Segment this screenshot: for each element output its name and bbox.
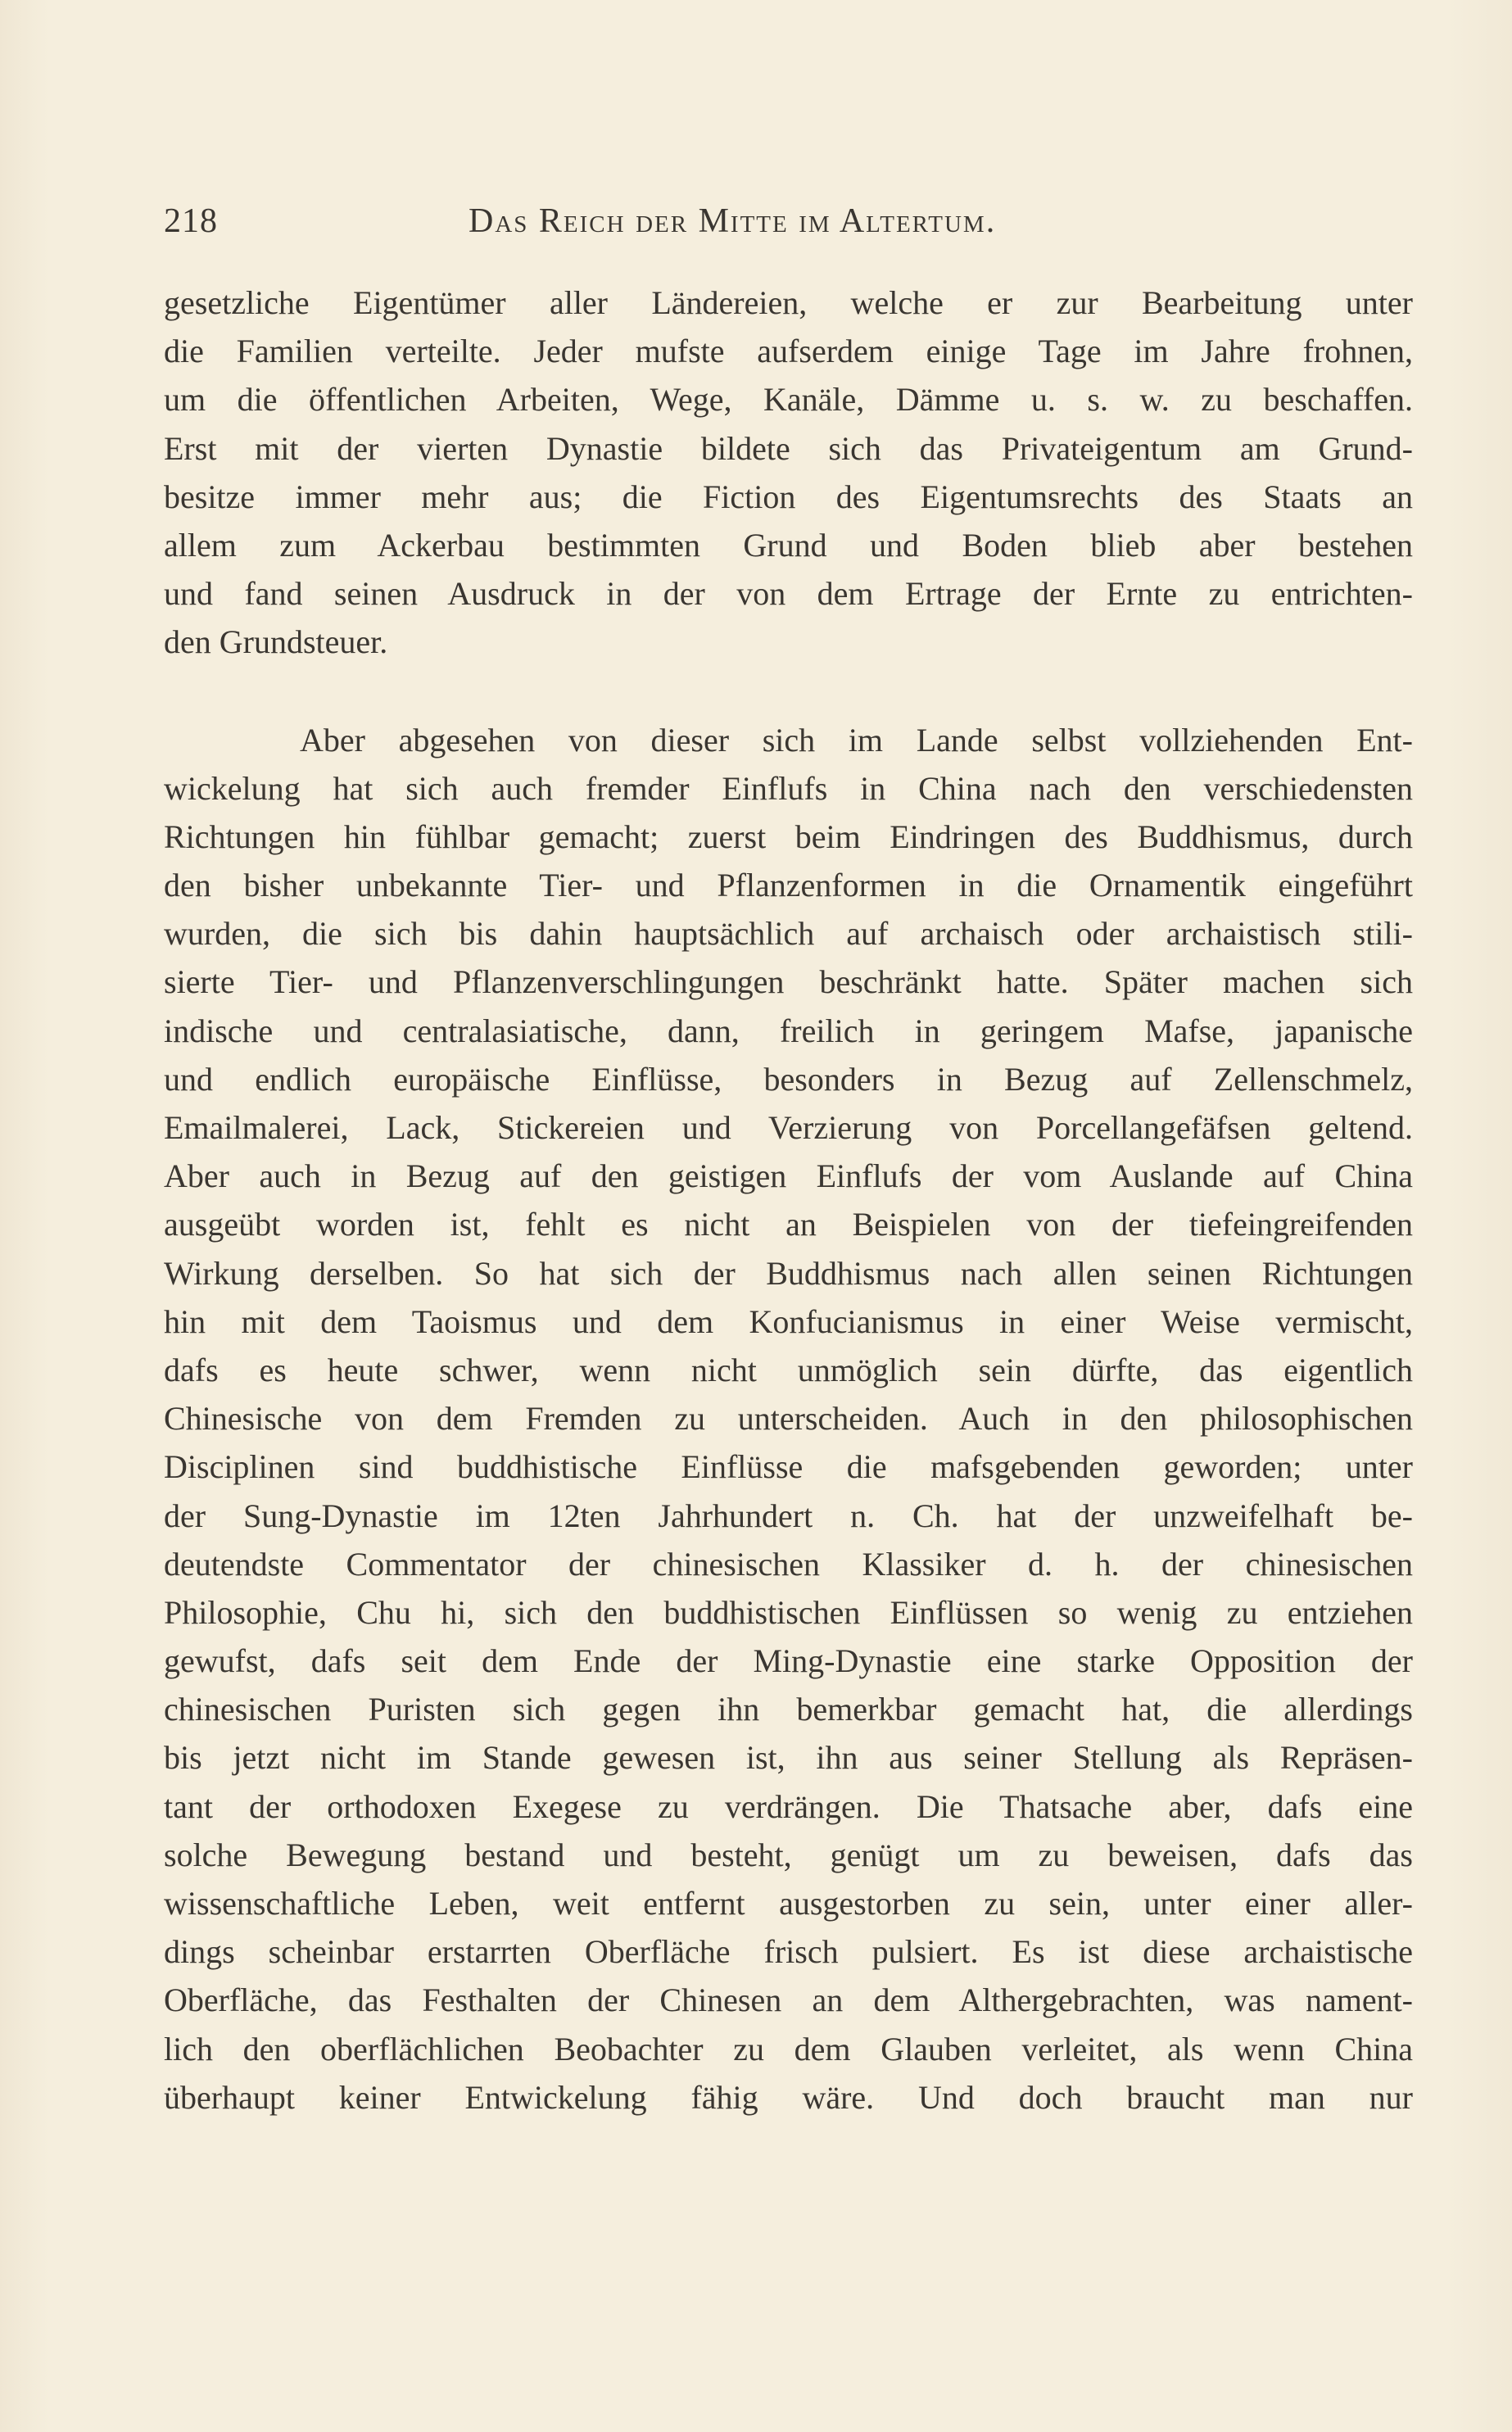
text-line: allem zum Ackerbau bestimmten Grund und Boden blieb aber bestehen: [164, 526, 1413, 564]
text-line: Erst mit der vierten Dynastie bildete sich das Privateigentum am Grund-: [164, 429, 1413, 467]
text-line: gewufst, dafs seit dem Ende der Ming-Dynastie eine starke Opposition der: [164, 1642, 1413, 1680]
text-line: Richtungen hin fühlbar gemacht; zuerst beim Eindringen des Buddhismus, durch: [164, 817, 1413, 855]
text-line: den Grundsteuer.: [164, 623, 388, 661]
text-line: den bisher unbekannte Tier- und Pflanzenformen in die Ornamentik eingeführt: [164, 867, 1413, 904]
text-line: Chinesische von dem Fremden zu unterscheiden. Auch in den philosophischen: [164, 1400, 1413, 1438]
text-line: Disciplinen sind buddhistische Einflüsse die mafsgebenden geworden; unter: [164, 1448, 1413, 1486]
text-line: Emailmalerei, Lack, Stickereien und Verzierung von Porcellangefäfsen geltend.: [164, 1109, 1413, 1146]
text-line: die Familien verteilte. Jeder mufste aufserdem einige Tage im Jahre frohnen,: [164, 333, 1413, 370]
text-line: indische und centralasiatische, dann, freilich in geringem Mafse, japanische: [164, 1012, 1413, 1049]
body-text: [164, 279, 1413, 2122]
text-line: sierte Tier- und Pflanzenverschlingungen beschränkt hatte. Später machen sich: [164, 963, 1413, 1001]
text-line: überhaupt keiner Entwickelung fähig wäre. Und doch braucht man nur: [164, 2078, 1413, 2116]
text-line: Oberfläche, das Festhalten der Chinesen an dem Althergebrachten, was nament-: [164, 1981, 1413, 2019]
text-line: Wirkung derselben. So hat sich der Buddhismus nach allen seinen Richtungen: [164, 1254, 1413, 1292]
paragraph-2: [164, 716, 1413, 2122]
text-line: lich den oberflächlichen Beobachter zu dem Glauben verleitet, als wenn China: [164, 2030, 1413, 2067]
text-line: Aber auch in Bezug auf den geistigen Einflufs der vom Auslande auf China: [164, 1157, 1413, 1195]
text-line: chinesischen Puristen sich gegen ihn bemerkbar gemacht hat, die allerdings: [164, 1691, 1413, 1728]
page-header: [164, 197, 1409, 246]
text-line: der Sung-Dynastie im 12ten Jahrhundert n. Ch. hat der unzweifelhaft be-: [164, 1497, 1413, 1534]
text-line: Aber abgesehen von dieser sich im Lande selbst vollziehenden Ent-: [300, 721, 1413, 759]
text-line: solche Bewegung bestand und besteht, genügt um zu beweisen, dafs das: [164, 1836, 1413, 1873]
text-line: dings scheinbar erstarrten Oberfläche frisch pulsiert. Es ist diese archaistische: [164, 1933, 1413, 1971]
page-number: 218: [164, 202, 218, 240]
text-line: wurden, die sich bis dahin hauptsächlich auf archaisch oder archaistisch stili-: [164, 915, 1413, 953]
text-line: dafs es heute schwer, wenn nicht unmöglich sein dürfte, das eigentlich: [164, 1351, 1413, 1388]
text-line: um die öffentlichen Arbeiten, Wege, Kanäle, Dämme u. s. w. zu beschaffen.: [164, 381, 1413, 419]
text-line: tant der orthodoxen Exegese zu verdrängen. Die Thatsache aber, dafs eine: [164, 1787, 1413, 1825]
text-line: deutendste Commentator der chinesischen Klassiker d. h. der chinesischen: [164, 1545, 1413, 1583]
paragraph-1: [164, 279, 1413, 667]
text-line: ausgeübt worden ist, fehlt es nicht an Beispielen von der tiefeingreifenden: [164, 1206, 1413, 1243]
paragraph-gap: [164, 667, 1413, 716]
text-line: gesetzliche Eigentümer aller Ländereien, welche er zur Bearbeitung unter: [164, 284, 1413, 321]
running-head: Das Reich der Mitte im Altertum.: [469, 202, 997, 240]
text-line: besitze immer mehr aus; die Fiction des Eigentumsrechts des Staats an: [164, 478, 1413, 515]
text-line: wickelung hat sich auch fremder Einflufs in China nach den verschiedensten: [164, 769, 1413, 807]
text-line: wissenschaftliche Leben, weit entfernt ausgestorben zu sein, unter einer aller-: [164, 1885, 1413, 1922]
text-line: Philosophie, Chu hi, sich den buddhistischen Einflüssen so wenig zu entziehen: [164, 1593, 1413, 1631]
text-line: hin mit dem Taoismus und dem Konfucianismus in einer Weise vermischt,: [164, 1302, 1413, 1340]
text-line: und endlich europäische Einflüsse, besonders in Bezug auf Zellenschmelz,: [164, 1060, 1413, 1098]
text-line: bis jetzt nicht im Stande gewesen ist, ihn aus seiner Stellung als Repräsen-: [164, 1739, 1413, 1777]
text-line: und fand seinen Ausdruck in der von dem Ertrage der Ernte zu entrichten-: [164, 575, 1413, 613]
